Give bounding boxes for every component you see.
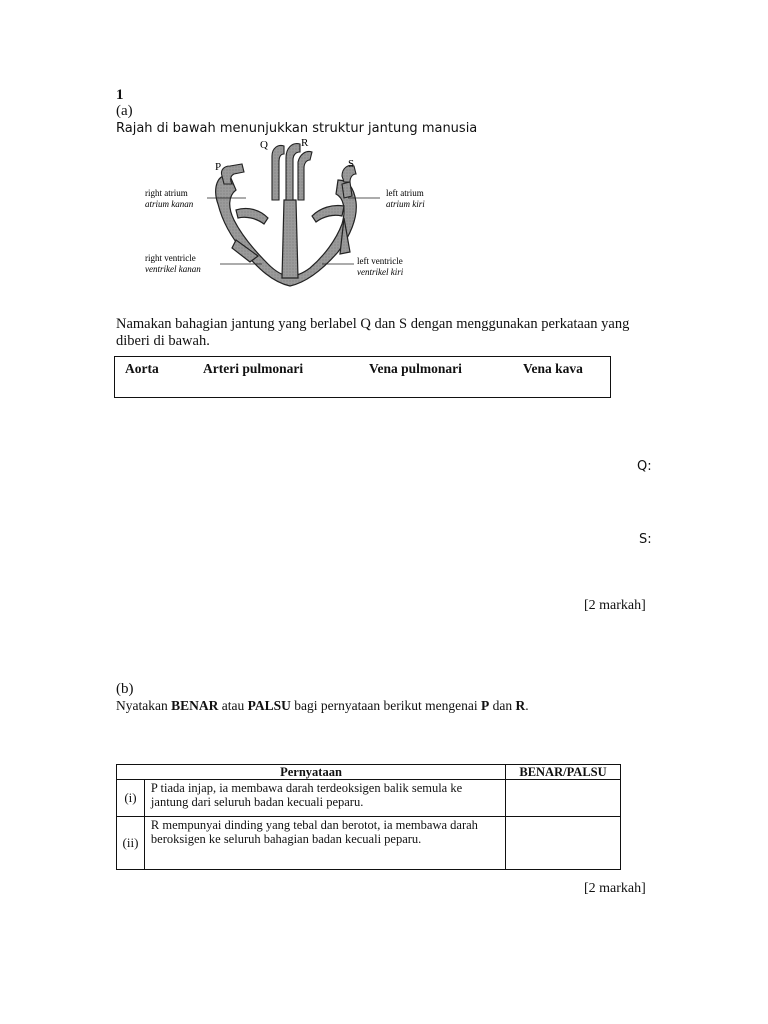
- label-s: S: [348, 158, 355, 170]
- heart-diagram: [112, 136, 442, 301]
- label-r: R: [301, 137, 309, 149]
- row-answer-cell[interactable]: [506, 780, 621, 817]
- instruction-b-text: bagi pernyataan berikut mengenai: [290, 698, 481, 713]
- label-right-atrium: right atrium: [145, 188, 188, 198]
- word-bank-item: Aorta: [125, 361, 159, 376]
- instruction-b: [116, 698, 529, 714]
- word-bank-item: Arteri pulmonari: [203, 361, 304, 376]
- instruction-b-p: P: [480, 698, 490, 713]
- row-statement: R mempunyai dinding yang tebal dan berotot, ia membawa darah beroksigen ke seluruh bahagian badan kecuali peparu.: [144, 817, 505, 870]
- row-statement: P tiada injap, ia membawa darah terdeoksigen balik semula ke jantung dari seluruh badan kecuali peparu.: [144, 780, 505, 817]
- marks-part-b: [2 markah]: [584, 881, 646, 896]
- part-b-label: (b): [116, 681, 134, 697]
- statement-table: [116, 764, 621, 870]
- instruction-b-text: dan: [489, 698, 516, 713]
- word-bank-item: Vena kava: [523, 361, 583, 376]
- label-atrium-kiri: atrium kiri: [386, 199, 425, 209]
- label-p: P: [215, 161, 222, 173]
- answer-s-label: S:: [639, 532, 652, 547]
- label-ventrikel-kiri: ventrikel kiri: [357, 267, 404, 277]
- instruction-a: Namakan bahagian jantung yang berlabel Q dan S dengan menggunakan perkataan yang diberi di bawah.: [116, 316, 630, 349]
- word-bank-box: [114, 356, 611, 398]
- row-answer-cell[interactable]: [506, 817, 621, 870]
- label-ventrikel-kanan: ventrikel kanan: [145, 264, 201, 274]
- label-atrium-kanan: atrium kanan: [145, 199, 194, 209]
- part-a-label: (a): [116, 103, 133, 119]
- instruction-b-benar: BENAR: [171, 698, 219, 713]
- word-bank-item: Vena pulmonari: [369, 361, 462, 376]
- marks-part-a: [2 markah]: [584, 598, 646, 613]
- diagram-intro: Rajah di bawah menunjukkan struktur jantung manusia: [116, 121, 478, 136]
- header-answer: BENAR/PALSU: [506, 765, 621, 780]
- label-left-ventricle: left ventricle: [357, 256, 403, 266]
- label-q: Q: [260, 139, 268, 151]
- instruction-b-text: Nyatakan: [116, 698, 172, 713]
- label-left-atrium: left atrium: [386, 188, 424, 198]
- table-row: [117, 780, 621, 817]
- row-number: (ii): [117, 817, 145, 870]
- label-right-ventricle: right ventricle: [145, 253, 196, 263]
- instruction-b-palsu: PALSU: [247, 698, 291, 713]
- row-number: (i): [117, 780, 145, 817]
- question-number: 1: [116, 87, 124, 103]
- answer-q-label: Q:: [637, 459, 652, 474]
- header-statement: Pernyataan: [117, 765, 506, 780]
- table-header-row: [117, 765, 621, 780]
- instruction-b-text: .: [525, 698, 529, 713]
- table-row: [117, 817, 621, 870]
- instruction-b-text: atau: [218, 698, 248, 713]
- instruction-b-r: R: [515, 698, 526, 713]
